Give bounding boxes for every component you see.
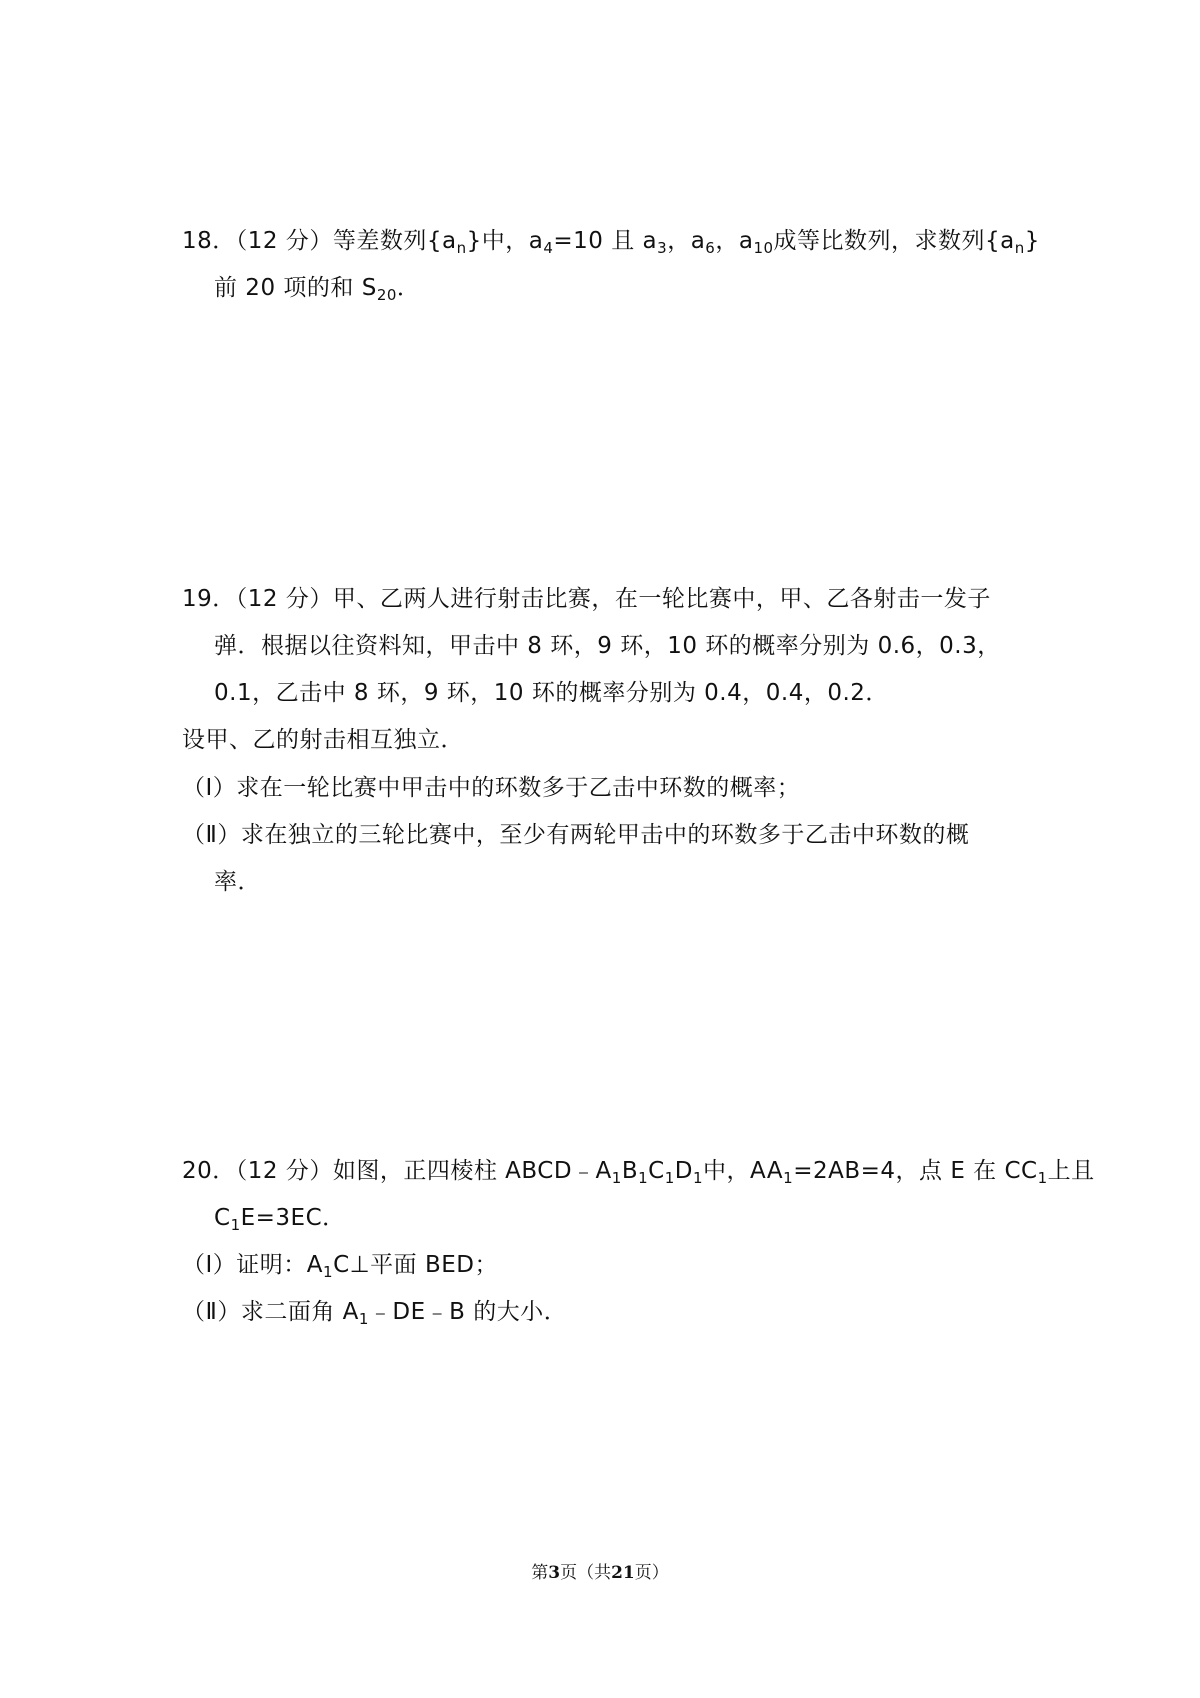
q19-line-4: 设甲、乙的射击相互独立． [182, 727, 464, 753]
q20-part-2: （Ⅱ）求二面角 $A_1﹣DE﹣B$ 的大小． [182, 1299, 568, 1328]
q19-part-2-line-1: （Ⅱ）求在独立的三轮比赛中，至少有两轮甲击中的环数多于乙击中环数的概 [182, 822, 970, 848]
q19-part-2-line-2: 率． [214, 869, 261, 895]
q19-line-3: 0.1，乙击中 8 环，9 环，10 环的概率分别为 0.4，0.4，0.2． [214, 680, 889, 706]
q18-line-1: 18．（12 分）等差数列$\{a_n\}$中，$a_4=10$ 且 $a_3$，$a_6$，$a_{10}$成等比数列，求数列$\{a_n\}$ [182, 228, 1040, 257]
page-footer: 第3页（共21页） [531, 1563, 669, 1583]
q19-line-1: 19．（12 分）甲、乙两人进行射击比赛，在一轮比赛中，甲、乙各射击一发子 [182, 586, 991, 612]
q20-part-1: （Ⅰ）证明：$A_1C\perp$平面 BED； [182, 1252, 499, 1281]
q20-line-1: 20．（12 分）如图，正四棱柱 $ABCD﹣A_1B_1C_1D_1$中，$AA_1=2AB=4$，点 E 在 $CC_1$上且 [182, 1158, 1095, 1187]
page-total: 21 [611, 1563, 635, 1583]
page-number: 3 [548, 1563, 561, 1583]
q20-line-2: $C_1E=3EC$． [214, 1205, 346, 1234]
q19-line-2: 弹．根据以往资料知，甲击中 8 环，9 环，10 环的概率分别为 0.6，0.3， [214, 633, 1001, 659]
q18-line-2: 前 20 项的和 $S_{20}$． [214, 275, 421, 304]
q19-part-1: （Ⅰ）求在一轮比赛中甲击中的环数多于乙击中环数的概率； [182, 775, 801, 801]
